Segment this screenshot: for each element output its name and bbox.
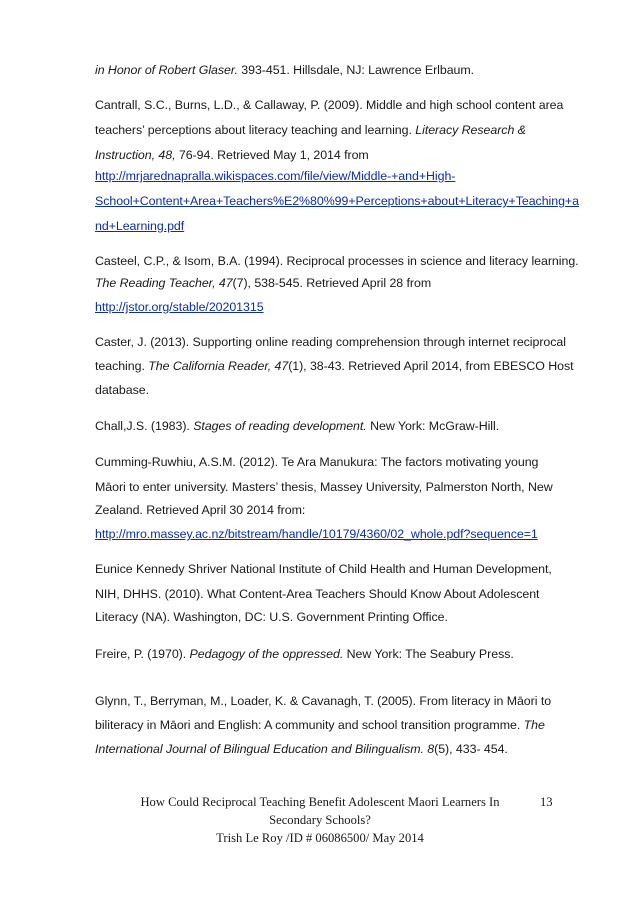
source-title: The California Reader, 47	[148, 359, 289, 373]
footer-title-line2: Secondary Schools?	[269, 813, 371, 827]
reference-text: NIH, DHHS. (2010). What Content-Area Teachers Should Know About Adolescent	[95, 587, 540, 601]
source-title: Stages of reading development.	[193, 419, 367, 433]
reference-line	[95, 147, 369, 163]
reference-text: (7), 538-545. Retrieved April 28 from	[232, 276, 432, 290]
reference-line	[95, 358, 574, 374]
reference-line	[95, 526, 538, 542]
footer-author-line: Trish Le Roy /ID # 06086500/ May 2014	[216, 831, 424, 845]
page-footer	[100, 793, 540, 847]
reference-line	[95, 334, 566, 350]
reference-text: Chall,J.S. (1983).	[95, 419, 194, 433]
reference-line	[95, 454, 538, 470]
reference-text: (1), 38-43. Retrieved April 2014, from EBESCO Host	[288, 359, 574, 373]
reference-line	[95, 693, 551, 709]
source-title: in Honor of Robert Glaser.	[95, 63, 238, 77]
reference-line	[95, 561, 552, 577]
source-title: Literacy Research &	[415, 123, 526, 137]
reference-line	[95, 717, 545, 733]
reference-text: Eunice Kennedy Shriver National Institute of Child Health and Human Development,	[95, 562, 552, 576]
reference-line	[95, 502, 305, 518]
reference-text: Māori to enter university. Masters’ thesis, Massey University, Palmerston North, New	[95, 480, 553, 494]
reference-text: Cantrall, S.C., Burns, L.D., & Callaway, P. (2009). Middle and high school content area	[95, 98, 564, 112]
reference-line	[95, 97, 563, 113]
reference-text: Glynn, T., Berryman, M., Loader, K. & Cavanagh, T. (2005). From literacy in Māori to	[95, 694, 552, 708]
reference-text: teaching.	[95, 359, 149, 373]
reference-line	[95, 299, 264, 315]
reference-text: Literacy (NA). Washington, DC: U.S. Government Printing Office.	[95, 610, 448, 624]
page-number: 13	[540, 795, 553, 809]
reference-link[interactable]: School+Content+Area+Teachers%E2%80%99+Perceptions+about+Literacy+Teaching+a	[95, 194, 579, 208]
reference-text: New York: McGraw-Hill.	[366, 419, 500, 433]
footer-title-line1: How Could Reciprocal Teaching Benefit Adolescent Maori Learners In	[140, 795, 500, 809]
reference-line	[95, 168, 455, 184]
reference-text: Caster, J. (2013). Supporting online reading comprehension through internet reciprocal	[95, 335, 566, 349]
reference-text: biliteracy in Māori and English: A community and school transition programme.	[95, 718, 524, 732]
source-title: Pedagogy of the oppressed.	[189, 647, 344, 661]
reference-text: Freire, P. (1970).	[95, 647, 190, 661]
reference-line	[95, 275, 431, 291]
reference-link[interactable]: http://mrjarednapralla.wikispaces.com/file/view/Middle-+and+High-	[95, 169, 456, 183]
reference-text: Cumming-Ruwhiu, A.S.M. (2012). Te Ara Manukura: The factors motivating young	[95, 455, 539, 469]
reference-line	[95, 586, 539, 602]
reference-text: teachers’ perceptions about literacy teaching and learning.	[95, 123, 416, 137]
source-title: The Reading Teacher, 47	[95, 276, 233, 290]
reference-link[interactable]: http://jstor.org/stable/20201315	[95, 300, 264, 314]
reference-line	[95, 741, 508, 757]
reference-line	[95, 382, 149, 398]
reference-text: 76-94. Retrieved May 1, 2014 from	[175, 148, 369, 162]
reference-line	[95, 609, 448, 625]
reference-line	[95, 418, 499, 434]
source-title: The	[523, 718, 545, 732]
reference-text: database.	[95, 383, 149, 397]
reference-line	[95, 62, 474, 78]
reference-text: Casteel, C.P., & Isom, B.A. (1994). Reciprocal processes in science and literacy learning.	[95, 254, 579, 268]
source-title: Instruction, 48,	[95, 148, 176, 162]
reference-line	[95, 122, 526, 138]
reference-line	[95, 646, 514, 662]
source-title: International Journal of Bilingual Education and Bilingualism. 8	[95, 742, 435, 756]
reference-line	[95, 218, 184, 234]
reference-text: New York: The Seabury Press.	[343, 647, 514, 661]
reference-link[interactable]: nd+Learning.pdf	[95, 219, 185, 233]
reference-text: 393-451. Hillsdale, NJ: Lawrence Erlbaum.	[237, 63, 475, 77]
reference-text: (5), 433- 454.	[434, 742, 508, 756]
reference-line	[95, 253, 579, 269]
reference-link[interactable]: http://mro.massey.ac.nz/bitstream/handle/10179/4360/02_whole.pdf?sequence=1	[95, 527, 538, 541]
reference-line	[95, 479, 553, 495]
reference-text: Zealand. Retrieved April 30 2014 from:	[95, 503, 306, 517]
reference-line	[95, 193, 579, 209]
